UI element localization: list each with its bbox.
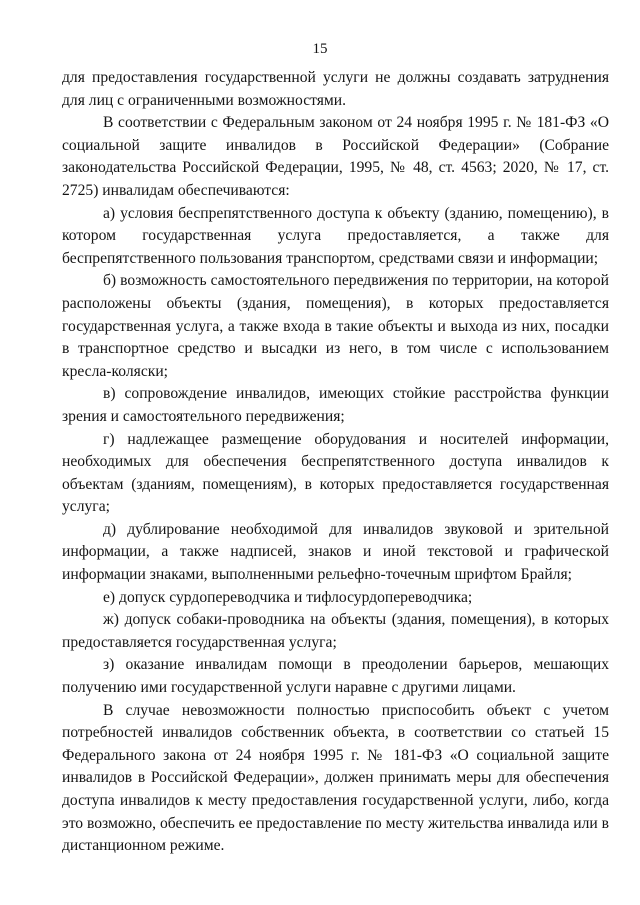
list-item-b: б) возможность самостоятельного передвижения по территории, на которой расположены объекты (здания, помещения), в которых предоставляется государственная услуга, а также входа в такие объекты и выхода из них, посадки в транспортное средство и высадки из него, в том числе с использованием кресла-коляски; xyxy=(62,272,609,380)
page-number: 15 xyxy=(312,41,328,57)
paragraph-impossibility-case: В случае невозможности полностью приспособить объект с учетом потребностей инвалидов собственник объекта, в соответствии со статьей 15 Федерального закона от 24 ноября 1995 г. № 181-ФЗ «О социальной защите инвалидов в Российской Федерации», должен принимать меры для обеспечения доступа инвалидов к месту предоставления государственной услуги, либо, когда это возможно, обеспечить ее предоставление по месту жительства инвалида или в дистанционном режиме. xyxy=(62,701,609,855)
list-item-v: в) сопровождение инвалидов, имеющих стойкие расстройства функции зрения и самостоятельного передвижения; xyxy=(62,385,609,425)
list-item-e: е) допуск сурдопереводчика и тифлосурдопереводчика; xyxy=(103,588,473,606)
list-item-z: з) оказание инвалидам помощи в преодолении барьеров, мешающих получению ими государственной услуги наравне с другими лицами. xyxy=(62,656,609,697)
list-item-zh: ж) допуск собаки-проводника на объекты (здания, помещения), в которых предоставляется государственная услуга; xyxy=(62,611,609,651)
paragraph-continuation: для предоставления государственной услуги не должны создавать затруднения для лиц с ограниченными возможностями. xyxy=(62,69,609,109)
document-body xyxy=(62,67,609,858)
list-item-a: а) условия беспрепятственного доступа к объекту (зданию, помещению), в котором государственная услуга предоставляется, а также для беспрепятственного пользования транспортом, средствами связи и информации; xyxy=(62,204,609,267)
list-item-d: д) дублирование необходимой для инвалидов звуковой и зрительной информации, а также надписей, знаков и иной текстовой и графической информации знаками, выполненными рельефно-точечным шрифтом Брайля; xyxy=(62,520,609,584)
paragraph-law-reference: В соответствии с Федеральным законом от 24 ноября 1995 г. № 181-ФЗ «О социальной защите инвалидов в Российской Федерации» (Собрание законодательства Российской Федерации, 1995, № 48, ст. 4563; 2020, № 17, ст. 2725) инвалидам обеспечиваются: xyxy=(62,114,609,199)
list-item-g: г) надлежащее размещение оборудования и носителей информации, необходимых для обеспечения беспрепятственного доступа инвалидов к объектам (зданиям, помещениям), в которых предоставляется государственная услуга; xyxy=(62,430,609,516)
